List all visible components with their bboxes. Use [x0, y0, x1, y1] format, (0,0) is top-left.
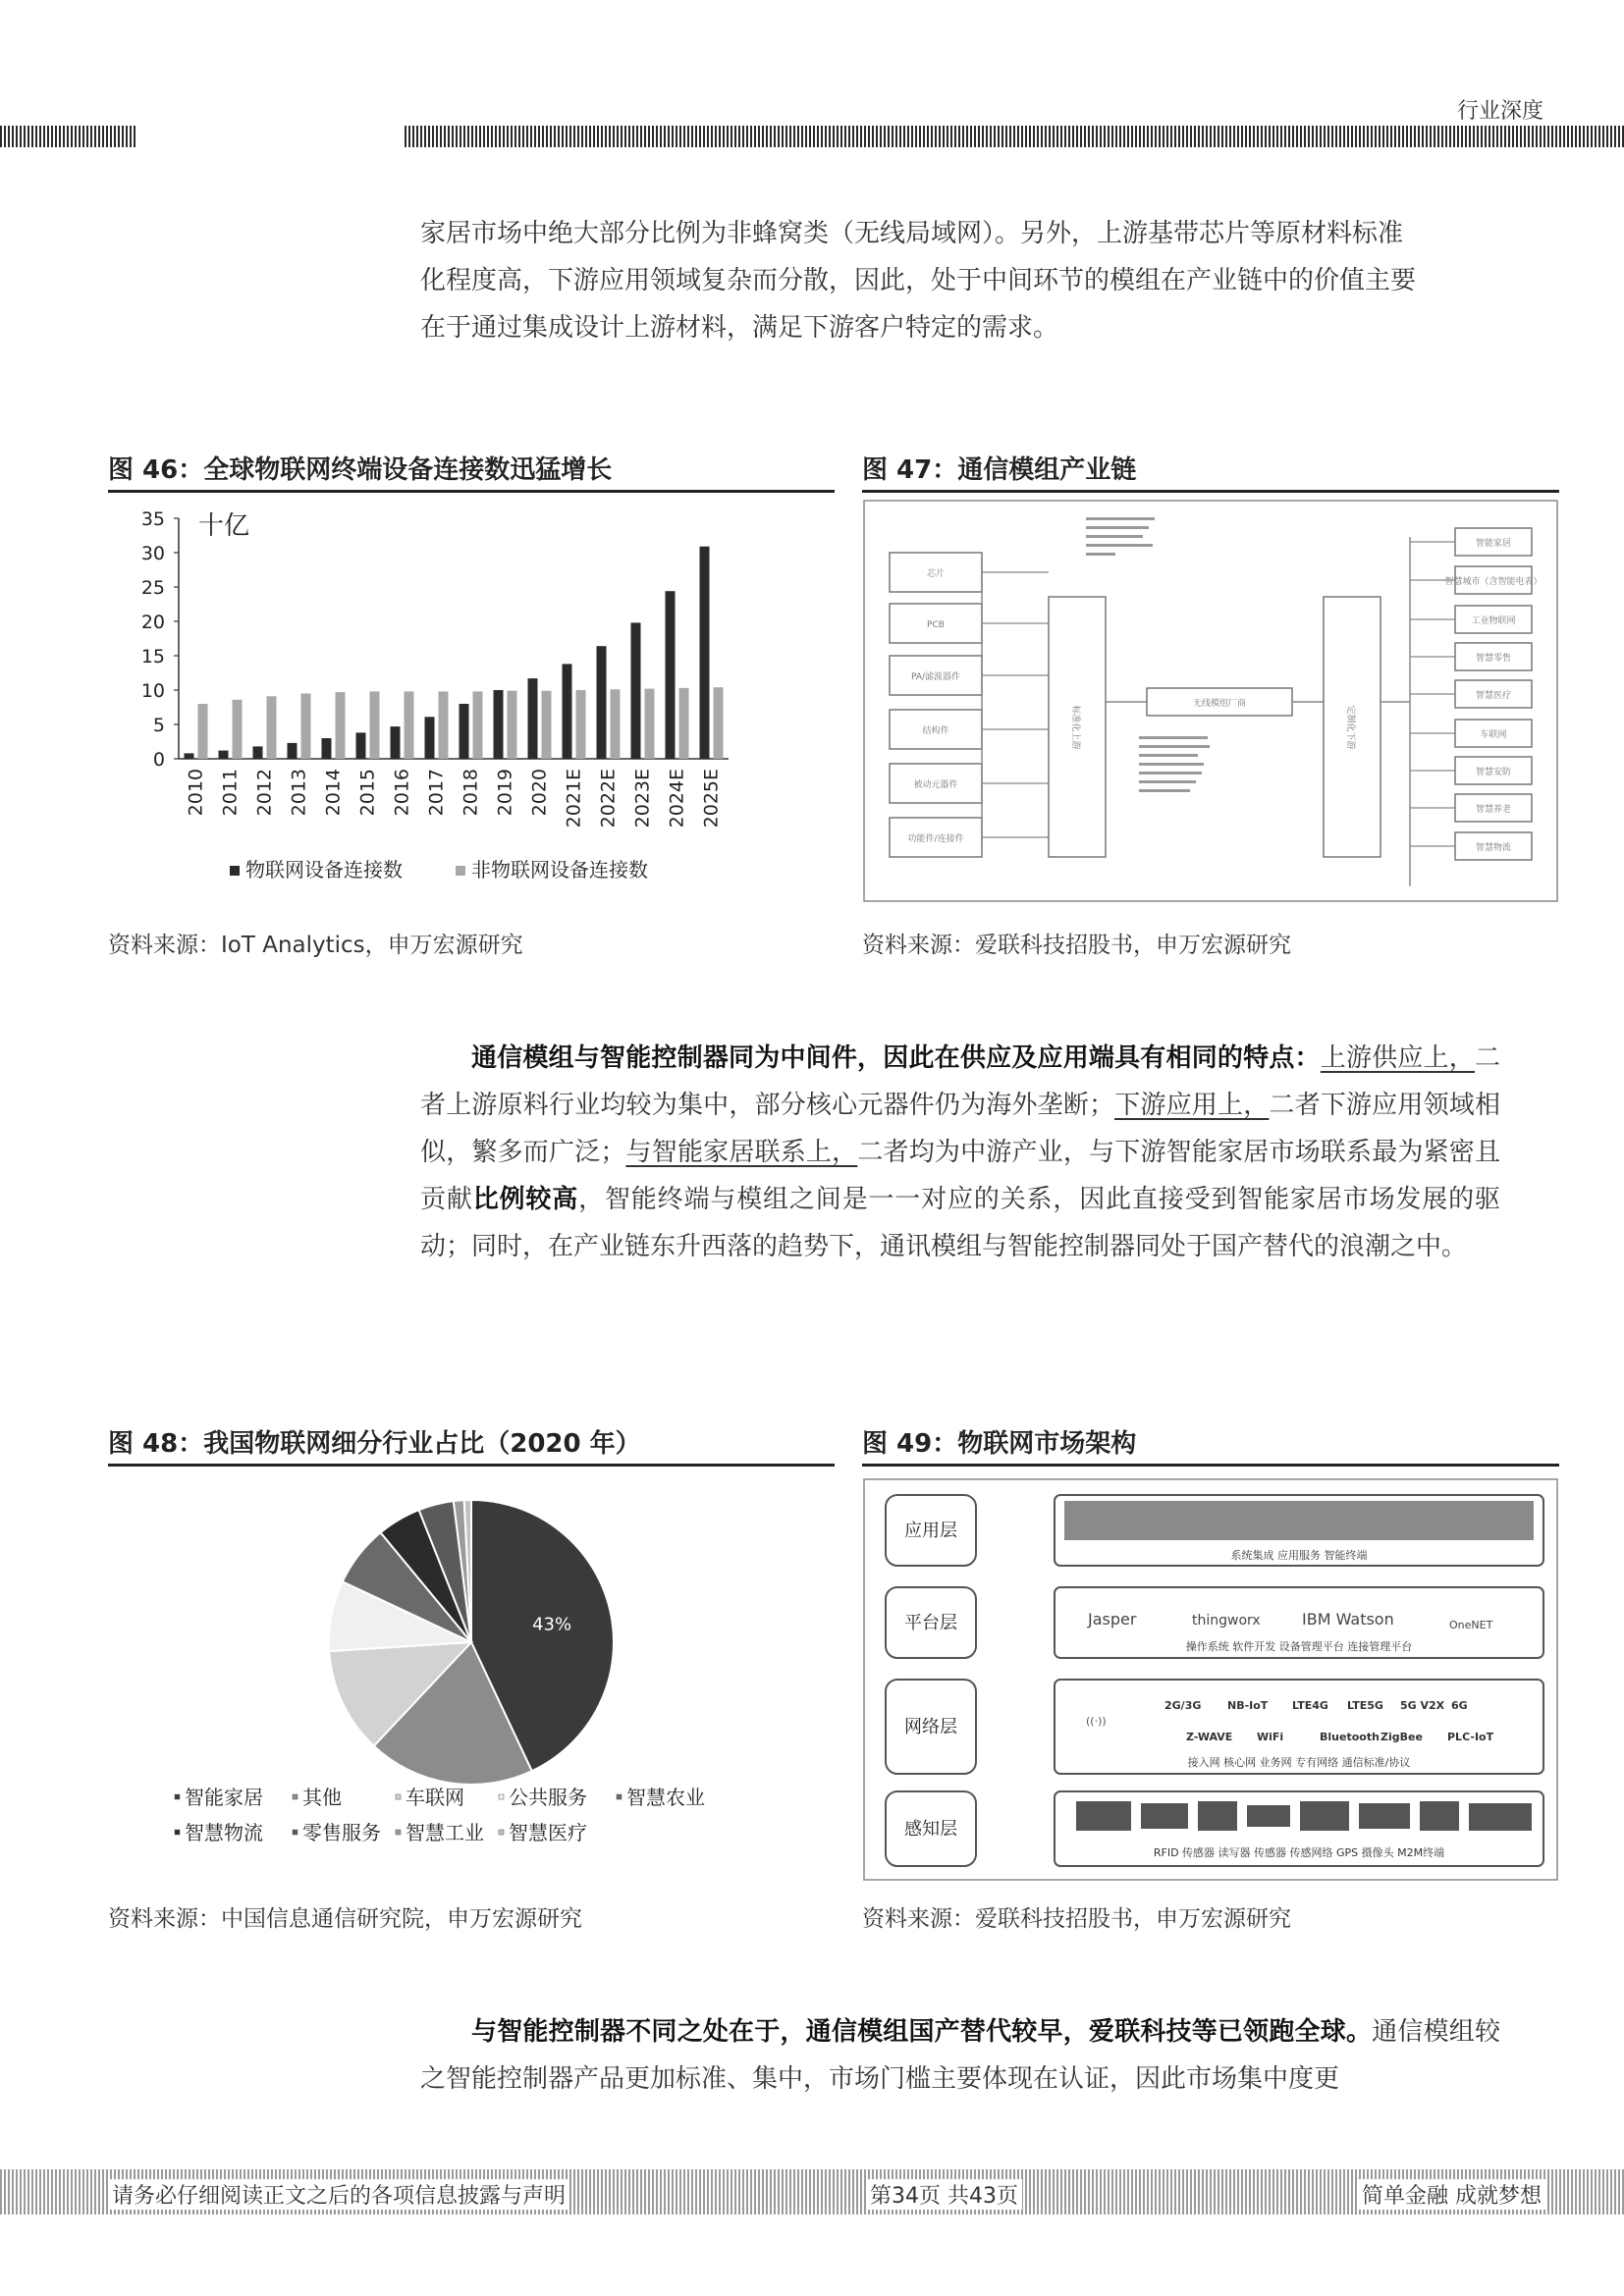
fig46-legend-swatch-non-iot — [456, 866, 465, 876]
fig46-legend-label-iot: 物联网设备连接数 — [245, 858, 403, 881]
fig47-right-boxes — [1410, 528, 1543, 860]
fig46-bar-iot — [253, 746, 263, 759]
header-rule-left — [0, 126, 135, 147]
fig49-antenna-icon: ((·)) — [1086, 1715, 1107, 1728]
fig48-legend-swatch — [617, 1794, 622, 1799]
fig46-y-tick-label: 25 — [140, 577, 165, 599]
fig48-legend-label: 智慧医疗 — [509, 1821, 587, 1844]
fig48-legend-swatch — [499, 1794, 504, 1799]
fig46-legend-label-non-iot: 非物联网设备连接数 — [471, 858, 648, 881]
fig47-right-box-label: 智慧安防 — [1475, 768, 1512, 777]
fig47-right-box-label: 智慧医疗 — [1475, 691, 1512, 701]
fig46-x-tick-label: 2010 — [185, 769, 207, 817]
fig46-x-tick-label: 2018 — [460, 769, 482, 817]
fig47-upstream-label: 标准化上游 — [1070, 705, 1080, 750]
fig46-bar-iot — [391, 726, 401, 759]
fig49-layer-application — [886, 1495, 1543, 1566]
fig48-legend-swatch — [175, 1794, 180, 1799]
fig46-x-tick-label: 2014 — [322, 769, 345, 817]
fig48-legend-swatch — [293, 1830, 298, 1835]
fig49-network-item: 2G/3G — [1164, 1699, 1202, 1712]
fig47-center-box — [1147, 688, 1292, 716]
fig46-bar-non-iot — [508, 691, 517, 759]
fig48-legend-label: 零售服务 — [302, 1821, 381, 1844]
fig47-downstream-box — [1324, 597, 1380, 857]
fig46-x-tick-label: 2015 — [356, 769, 379, 817]
fig46-bar-iot — [185, 753, 194, 759]
fig46-bar-non-iot — [301, 694, 311, 760]
fig47-left-box-label: 芯片 — [926, 569, 946, 579]
fig47-title: 图 47：通信模组产业链 — [862, 450, 1559, 493]
footer-slogan: 简单金融 成就梦想 — [1358, 2179, 1545, 2210]
fig49-logo-onenet: OneNET — [1449, 1619, 1493, 1631]
fig49-layer-name: 平台层 — [904, 1613, 957, 1633]
fig47-left-box-label: 功能件/连接件 — [907, 834, 964, 844]
fig46-bar-non-iot — [611, 689, 621, 759]
fig49-logo-jasper: Jasper — [1088, 1610, 1137, 1629]
middle-paragraph — [420, 1035, 1500, 1270]
fig46-bar-iot — [460, 704, 469, 759]
fig47-left-box-label: PA/滤波器件 — [910, 672, 961, 682]
fig48-source: 资料来源：中国信息通信研究院，申万宏源研究 — [108, 1906, 582, 1932]
fig46-x-tick-label: 2023E — [631, 769, 654, 828]
fig46-x-tick-label: 2021E — [563, 769, 585, 828]
fig46-x-tick-label: 2024E — [666, 769, 688, 828]
fig48-pie-chart — [108, 1470, 835, 1883]
middle-text-4: ，智能终端与模组之间是一一对应的关系，因此直接受到智能家居市场发展的驱动；同时，在产业链东升西落的趋势下，通讯模组与智能控制器同处于国产替代的浪潮之中。 — [420, 1185, 1500, 1261]
fig46-bar-iot — [322, 738, 332, 759]
fig49-layer-caption: 系统集成 应用服务 智能终端 — [1230, 1549, 1368, 1562]
fig46-x-tick-label: 2020 — [528, 769, 551, 817]
fig46-bar-iot — [631, 622, 641, 759]
fig47-right-box-label: 工业物联网 — [1471, 616, 1516, 626]
fig46-x-tick-label: 2017 — [425, 769, 448, 817]
fig47-center-label: 无线模组厂商 — [1192, 699, 1247, 709]
fig46-bar-non-iot — [267, 696, 277, 759]
bottom-paragraph — [420, 2008, 1500, 2103]
fig46-bar-iot — [563, 664, 572, 759]
fig47-left-box-label: 被动元器件 — [913, 780, 958, 790]
fig46-bar-non-iot — [370, 691, 380, 759]
middle-text-1: 二者上游原料行业均较为集中，部分核心元器件仍为海外垄断； — [420, 1043, 1500, 1120]
middle-bold-lead: 通信模组与智能控制器同为中间件，因此在供应及应用端具有相同的特点： — [471, 1043, 1321, 1073]
fig48-legend-label: 智慧工业 — [406, 1821, 484, 1844]
fig49-network-item: Bluetooth — [1320, 1731, 1380, 1743]
fig49-layer-name: 应用层 — [904, 1521, 957, 1541]
fig49-source: 资料来源：爱联科技招股书，申万宏源研究 — [862, 1906, 1291, 1932]
bottom-text: 通信模组较之智能控制器产品更加标准、集中，市场门槛主要体现在认证，因此市场集中度更 — [420, 2017, 1500, 2094]
fig49-layer-caption: 操作系统 软件开发 设备管理平台 连接管理平台 — [1185, 1640, 1413, 1653]
fig47-right-box-label: 智慧城市（含智能电表） — [1444, 577, 1543, 587]
fig46-bar-iot — [425, 717, 435, 759]
fig47-center-notes — [1139, 736, 1210, 792]
fig46-source: 资料来源：IoT Analytics，申万宏源研究 — [108, 933, 523, 958]
fig49-layer-name: 网络层 — [904, 1717, 957, 1737]
middle-text-3: 二者均为中游产业，与下游智能家居市场联系最为紧密且贡献 — [420, 1138, 1500, 1214]
fig48-legend-swatch — [499, 1830, 504, 1835]
fig46-y-tick-label: 20 — [140, 612, 165, 633]
fig46-bar-iot — [494, 690, 504, 759]
fig46-bar-non-iot — [542, 691, 552, 759]
fig46-bar-iot — [219, 751, 229, 759]
fig49-network-item: 5G V2X — [1400, 1699, 1445, 1712]
middle-text-2: 二者下游应用领域相似，繁多而广泛； — [420, 1091, 1500, 1167]
fig46-unit-label: 十亿 — [198, 511, 250, 541]
fig49-layer-platform — [886, 1587, 1543, 1658]
fig47-left-box-label: 结构件 — [922, 726, 949, 736]
fig48-legend-swatch — [175, 1830, 180, 1835]
fig46-bar-non-iot — [645, 689, 655, 759]
header-section-label: 行业深度 — [1456, 99, 1543, 124]
fig46-x-tick-label: 2013 — [288, 769, 310, 817]
fig49-network-item: WiFi — [1257, 1731, 1284, 1743]
intro-line: 在于通过集成设计上游材料，满足下游客户特定的需求。 — [420, 313, 1059, 343]
fig48-legend-label: 智慧农业 — [626, 1786, 705, 1809]
fig48-legend-swatch — [396, 1794, 401, 1799]
fig46-bar-iot — [666, 591, 676, 759]
fig46-bar-iot — [597, 646, 607, 759]
fig47-left-boxes — [890, 553, 1049, 857]
fig48-title: 图 48：我国物联网细分行业占比（2020 年） — [108, 1423, 835, 1467]
fig46-y-tick-label: 10 — [140, 680, 165, 702]
fig49-logo-thingworx: thingworx — [1192, 1613, 1261, 1629]
fig46-x-tick-label: 2025E — [700, 769, 723, 828]
middle-underline-smarthome: 与智能家居联系上， — [625, 1138, 858, 1167]
fig46-bar-non-iot — [439, 691, 449, 759]
fig46-bar-non-iot — [679, 688, 689, 759]
fig46-bar-chart — [108, 499, 835, 911]
fig47-right-box-label: 智慧物流 — [1475, 843, 1512, 853]
header-rule-right — [405, 126, 1624, 147]
fig48-legend-label: 公共服务 — [509, 1786, 587, 1809]
fig46-x-tick-label: 2012 — [253, 769, 276, 817]
fig48-legend-swatch — [396, 1830, 401, 1835]
fig46-y-tick-label: 15 — [140, 646, 165, 667]
fig49-layer-caption: 接入网 核心网 业务网 专有网络 通信标准/协议 — [1187, 1756, 1411, 1769]
fig49-layer-perception — [886, 1791, 1543, 1866]
fig48-legend-label: 智慧物流 — [185, 1821, 263, 1844]
fig47-right-box-label: 智慧养老 — [1475, 805, 1512, 815]
fig49-layer-network — [886, 1680, 1543, 1774]
fig49-network-item: 6G — [1451, 1699, 1468, 1712]
fig46-x-tick-label: 2022E — [597, 769, 620, 828]
intro-paragraph — [420, 210, 1500, 351]
fig46-bar-non-iot — [714, 687, 724, 759]
fig46-bar-iot — [356, 732, 366, 759]
fig49-layer-caption: RFID 传感器 读写器 传感器 传感网络 GPS 摄像头 M2M终端 — [1153, 1846, 1445, 1859]
fig48-legend-label: 车联网 — [406, 1786, 464, 1809]
fig47-upstream-box — [1049, 597, 1106, 857]
fig47-right-box-label: 智能家居 — [1475, 539, 1512, 549]
middle-bold-ratio: 比例较高 — [472, 1185, 579, 1214]
fig46-x-tick-label: 2016 — [391, 769, 413, 817]
fig46-bar-non-iot — [576, 690, 586, 759]
fig47-downstream-label: 定制化下游 — [1345, 705, 1355, 750]
fig47-right-box-label: 智慧零售 — [1475, 654, 1512, 664]
footer-disclaimer: 请务必仔细阅读正文之后的各项信息披露与声明 — [108, 2179, 569, 2210]
fig46-bar-iot — [700, 547, 710, 759]
fig46-bar-iot — [288, 743, 298, 759]
fig46-bar-non-iot — [198, 704, 208, 759]
footer-page-number: 第34页 共43页 — [866, 2179, 1022, 2210]
fig48-legend-swatch — [293, 1794, 298, 1799]
fig48-legend-label: 智能家居 — [185, 1786, 263, 1809]
fig46-x-tick-label: 2011 — [219, 769, 242, 817]
middle-underline-upstream: 上游供应上， — [1320, 1043, 1475, 1073]
fig49-architecture-diagram — [862, 1477, 1559, 1885]
fig46-x-tick-label: 2019 — [494, 769, 516, 817]
fig46-bar-non-iot — [336, 692, 346, 759]
fig49-network-item: Z-WAVE — [1186, 1731, 1233, 1743]
fig47-top-notes — [1086, 517, 1155, 556]
middle-underline-downstream: 下游应用上， — [1114, 1091, 1270, 1120]
fig48-slice-label: 43% — [532, 1614, 572, 1635]
fig49-layer-name: 感知层 — [904, 1819, 957, 1840]
fig49-network-item: LTE5G — [1347, 1699, 1383, 1712]
intro-line: 家居市场中绝大部分比例为非蜂窝类（无线局域网）。另外，上游基带芯片等原材料标准 — [420, 219, 1404, 248]
fig46-bar-non-iot — [233, 700, 243, 759]
fig49-logo-ibm-watson: IBM Watson — [1302, 1610, 1394, 1629]
intro-line: 化程度高，下游应用领域复杂而分散，因此，处于中间环节的模组在产业链中的价值主要 — [420, 266, 1417, 295]
fig47-industry-chain-diagram — [862, 496, 1559, 908]
fig49-network-item: NB-IoT — [1227, 1699, 1269, 1712]
fig47-right-box-label: 车联网 — [1480, 730, 1507, 740]
fig49-network-item: PLC-IoT — [1447, 1731, 1494, 1743]
fig47-source: 资料来源：爱联科技招股书，申万宏源研究 — [862, 933, 1291, 958]
fig46-y-tick-label: 5 — [152, 715, 165, 736]
fig49-network-item: LTE4G — [1292, 1699, 1328, 1712]
fig46-y-tick-label: 30 — [140, 543, 165, 564]
fig46-y-tick-label: 35 — [140, 508, 165, 530]
fig46-bar-iot — [528, 678, 538, 759]
fig46-y-tick-label: 0 — [152, 749, 165, 771]
bottom-bold-lead: 与智能控制器不同之处在于，通信模组国产替代较早，爱联科技等已领跑全球。 — [471, 2017, 1373, 2047]
fig46-legend-swatch-iot — [230, 866, 240, 876]
fig47-left-box-label: PCB — [927, 620, 945, 630]
fig46-bar-non-iot — [405, 691, 414, 759]
fig49-title: 图 49：物联网市场架构 — [862, 1423, 1559, 1467]
fig49-app-images — [1064, 1501, 1534, 1540]
fig46-title: 图 46：全球物联网终端设备连接数迅猛增长 — [108, 450, 835, 493]
fig46-bar-non-iot — [473, 691, 483, 759]
fig49-network-item: ZigBee — [1380, 1731, 1423, 1743]
fig48-legend-label: 其他 — [302, 1786, 342, 1809]
